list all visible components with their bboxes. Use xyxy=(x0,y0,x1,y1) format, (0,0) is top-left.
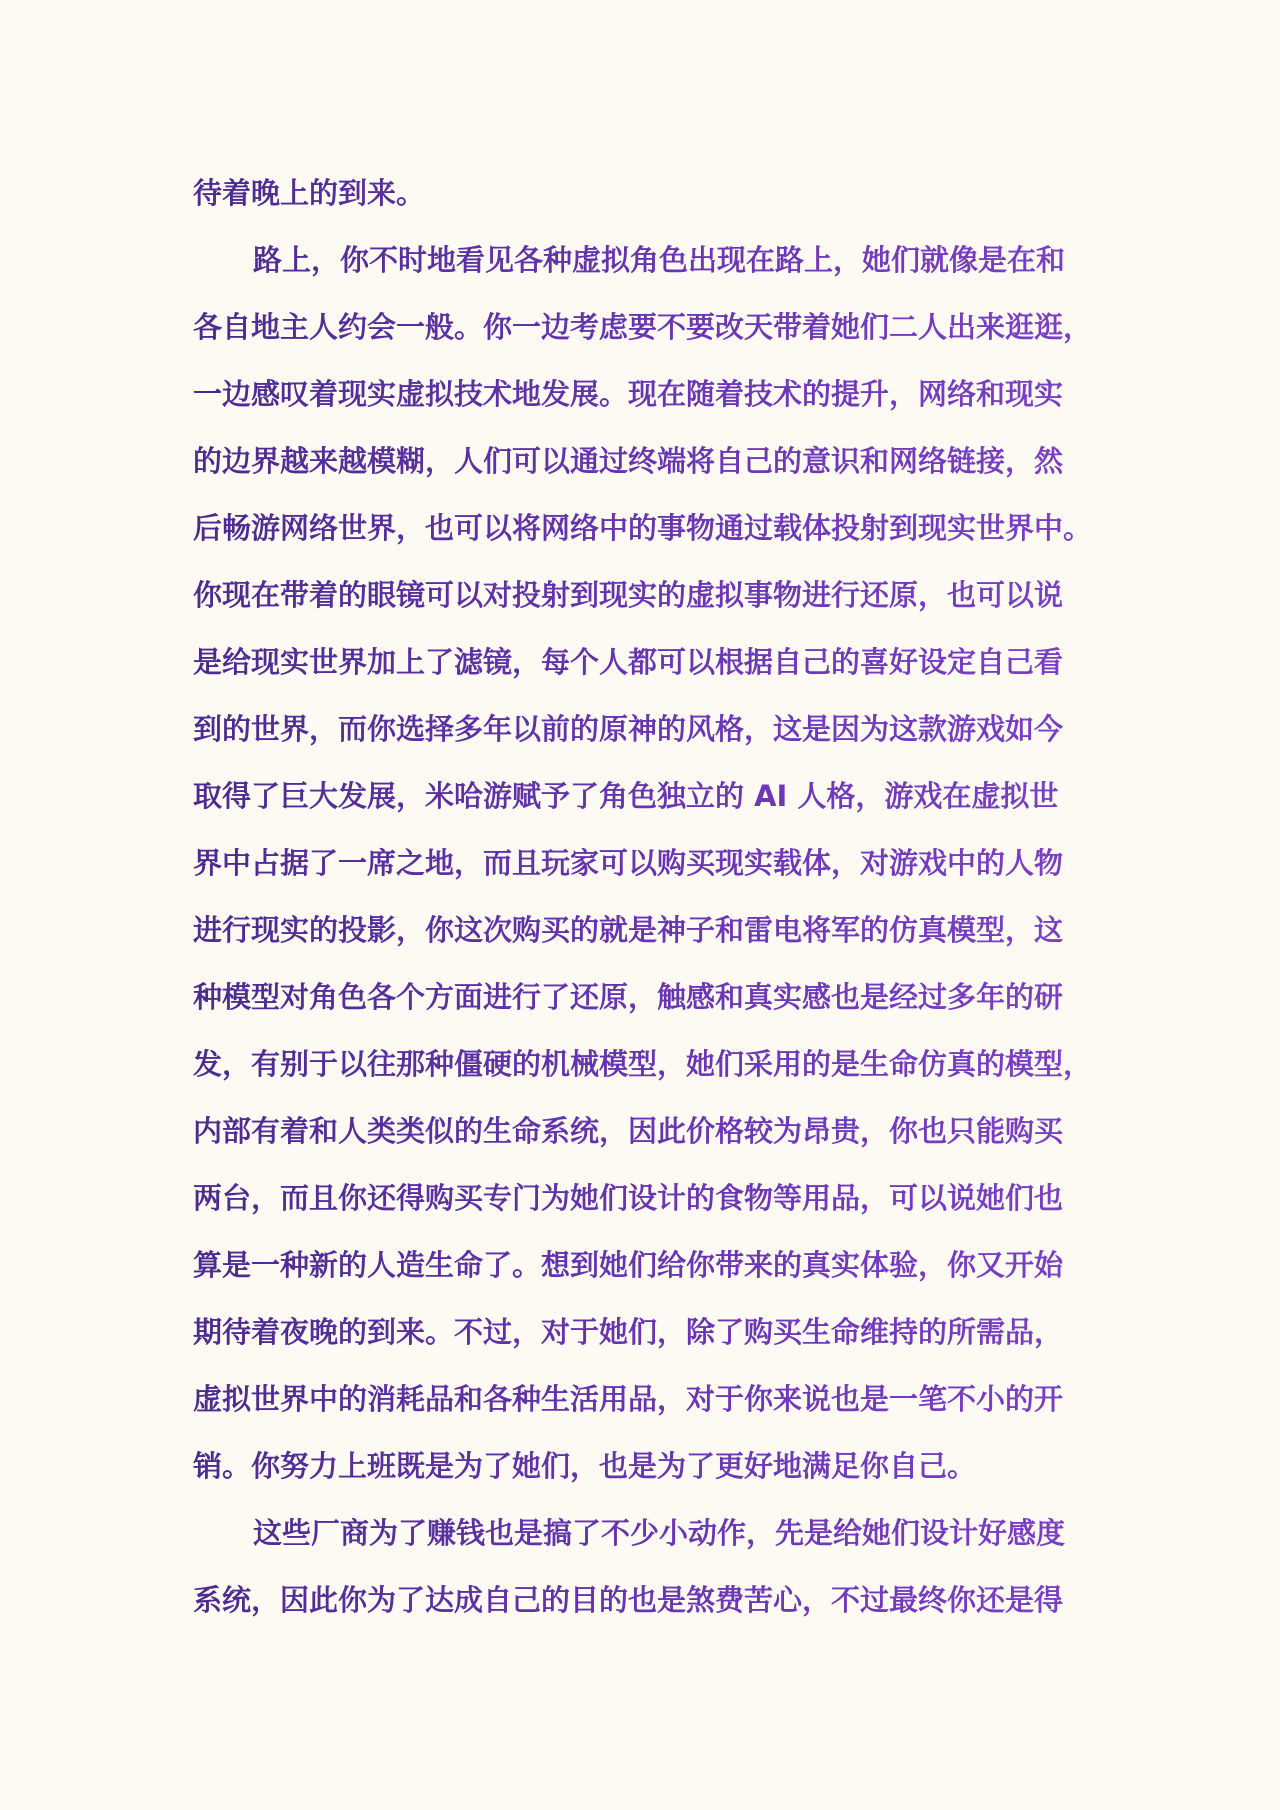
text-line: 一边感叹着现实虚拟技术地发展。现在随着技术的提升，网络和现实 xyxy=(193,361,1093,428)
text-line: 销。你努力上班既是为了她们，也是为了更好地满足你自己。 xyxy=(193,1433,1093,1500)
text-line: 发，有别于以往那种僵硬的机械模型，她们采用的是生命仿真的模型， xyxy=(193,1031,1093,1098)
text-line: 虚拟世界中的消耗品和各种生活用品，对于你来说也是一笔不小的开 xyxy=(193,1366,1093,1433)
text-line: 取得了巨大发展，米哈游赋予了角色独立的 AI 人格，游戏在虚拟世 xyxy=(193,763,1093,830)
text-line: 种模型对角色各个方面进行了还原，触感和真实感也是经过多年的研 xyxy=(193,964,1093,1031)
text-line: 后畅游网络世界，也可以将网络中的事物通过载体投射到现实世界中。 xyxy=(193,495,1093,562)
text-line: 的边界越来越模糊，人们可以通过终端将自己的意识和网络链接，然 xyxy=(193,428,1093,495)
text-line: 你现在带着的眼镜可以对投射到现实的虚拟事物进行还原，也可以说 xyxy=(193,562,1093,629)
text-line: 系统，因此你为了达成自己的目的也是煞费苦心，不过最终你还是得 xyxy=(193,1567,1093,1634)
text-line: 各自地主人约会一般。你一边考虑要不要改天带着她们二人出来逛逛， xyxy=(193,294,1093,361)
text-line: 期待着夜晚的到来。不过，对于她们，除了购买生命维持的所需品， xyxy=(193,1299,1093,1366)
text-line: 界中占据了一席之地，而且玩家可以购买现实载体，对游戏中的人物 xyxy=(193,830,1093,897)
text-line: 内部有着和人类类似的生命系统，因此价格较为昂贵，你也只能购买 xyxy=(193,1098,1093,1165)
text-line: 到的世界，而你选择多年以前的原神的风格，这是因为这款游戏如今 xyxy=(193,696,1093,763)
text-line: 算是一种新的人造生命了。想到她们给你带来的真实体验，你又开始 xyxy=(193,1232,1093,1299)
paragraph-start-line: 这些厂商为了赚钱也是搞了不少小动作，先是给她们设计好感度 xyxy=(193,1500,1093,1567)
text-line: 进行现实的投影，你这次购买的就是神子和雷电将军的仿真模型，这 xyxy=(193,897,1093,964)
text-line: 是给现实世界加上了滤镜，每个人都可以根据自己的喜好设定自己看 xyxy=(193,629,1093,696)
text-line: 两台，而且你还得购买专门为她们设计的食物等用品，可以说她们也 xyxy=(193,1165,1093,1232)
text-line: 待着晚上的到来。 xyxy=(193,160,1093,227)
paragraph-start-line: 路上，你不时地看见各种虚拟角色出现在路上，她们就像是在和 xyxy=(193,227,1093,294)
body-text xyxy=(193,160,1093,1634)
